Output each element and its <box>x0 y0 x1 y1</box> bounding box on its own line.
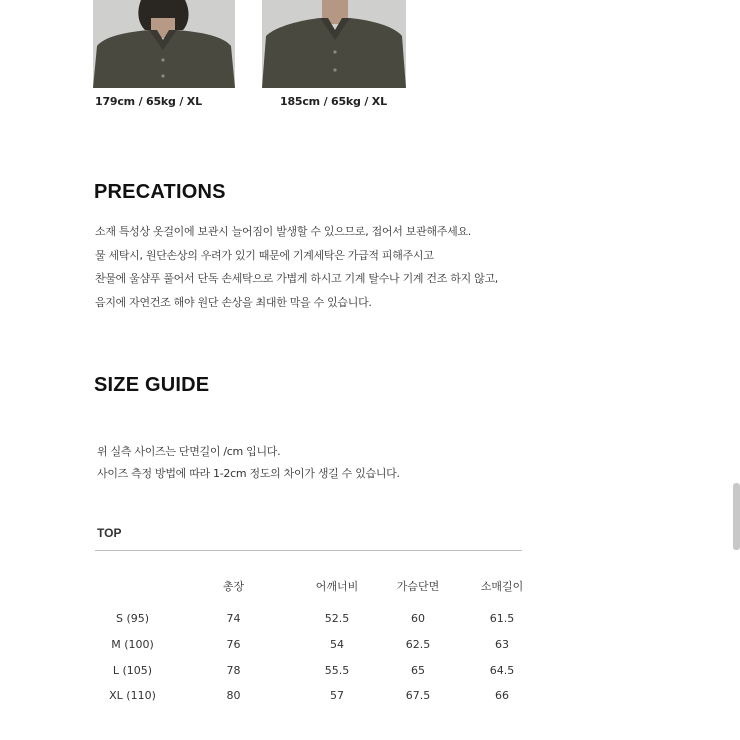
top-table-label: TOP <box>97 526 122 540</box>
scrollbar-thumb[interactable] <box>733 483 740 550</box>
size-guide-line: 위 실측 사이즈는 단면길이 /cm 입니다. <box>97 445 281 458</box>
table-row <box>95 606 545 632</box>
table-cell: 78 <box>226 663 241 677</box>
table-cell: 57 <box>330 689 344 703</box>
table-cell: 74 <box>226 612 241 626</box>
divider <box>95 550 522 551</box>
table-cell: L (105) <box>112 663 153 677</box>
column-header <box>95 578 170 606</box>
model-photo-2-image <box>262 0 406 88</box>
table-cell: XL (110) <box>109 689 156 703</box>
table-row <box>95 632 545 658</box>
table-cell: 61.5 <box>489 612 515 626</box>
model-2-caption: 185cm / 65kg / XL <box>280 95 387 108</box>
precautions-title: PRECATIONS <box>94 181 226 203</box>
size-table <box>95 578 545 709</box>
size-guide-title: SIZE GUIDE <box>94 374 210 396</box>
table-cell: 63 <box>495 638 509 652</box>
column-header: 어깨너비 <box>315 580 359 593</box>
column-header: 총장 <box>222 580 245 593</box>
table-row <box>95 683 545 709</box>
table-cell: 62.5 <box>405 638 431 652</box>
table-row <box>95 657 545 683</box>
table-header-row <box>95 578 545 606</box>
column-header: 가슴단면 <box>396 580 440 593</box>
table-cell: 67.5 <box>405 689 431 703</box>
precautions-line: 찬물에 울샴푸 풀어서 단독 손세탁으로 가볍게 하시고 기계 탈수나 기계 건조 하지 않고, <box>95 272 498 285</box>
precautions-line: 소재 특성상 옷걸이에 보관시 늘어짐이 발생할 수 있으므로, 접어서 보관해주세요. <box>95 225 471 238</box>
size-guide-text <box>97 441 400 485</box>
size-guide-line: 사이즈 측정 방법에 따라 1-2cm 정도의 차이가 생길 수 있습니다. <box>97 467 400 480</box>
table-cell: 64.5 <box>489 663 515 677</box>
precautions-text <box>95 220 498 314</box>
table-cell: 65 <box>411 663 425 677</box>
precautions-line: 음지에 자연건조 해야 원단 손상을 최대한 막을 수 있습니다. <box>95 295 372 309</box>
table-cell: 66 <box>495 689 509 703</box>
model-photo-1-image <box>93 0 235 88</box>
table-cell: 60 <box>411 612 425 626</box>
table-cell: 80 <box>226 689 241 703</box>
table-cell: M (100) <box>111 638 154 652</box>
table-cell: 54 <box>330 638 344 652</box>
table-cell: S (95) <box>115 612 150 626</box>
model-photo-1 <box>93 0 235 88</box>
table-cell: 55.5 <box>324 663 350 677</box>
precautions-line: 물 세탁시, 원단손상의 우려가 있기 때문에 기계세탁은 가급적 피해주시고 <box>95 248 434 262</box>
table-cell: 76 <box>226 638 241 652</box>
column-header: 소매길이 <box>480 580 524 593</box>
model-1-caption: 179cm / 65kg / XL <box>95 95 202 108</box>
model-photo-2 <box>262 0 406 88</box>
table-cell: 52.5 <box>324 612 350 626</box>
